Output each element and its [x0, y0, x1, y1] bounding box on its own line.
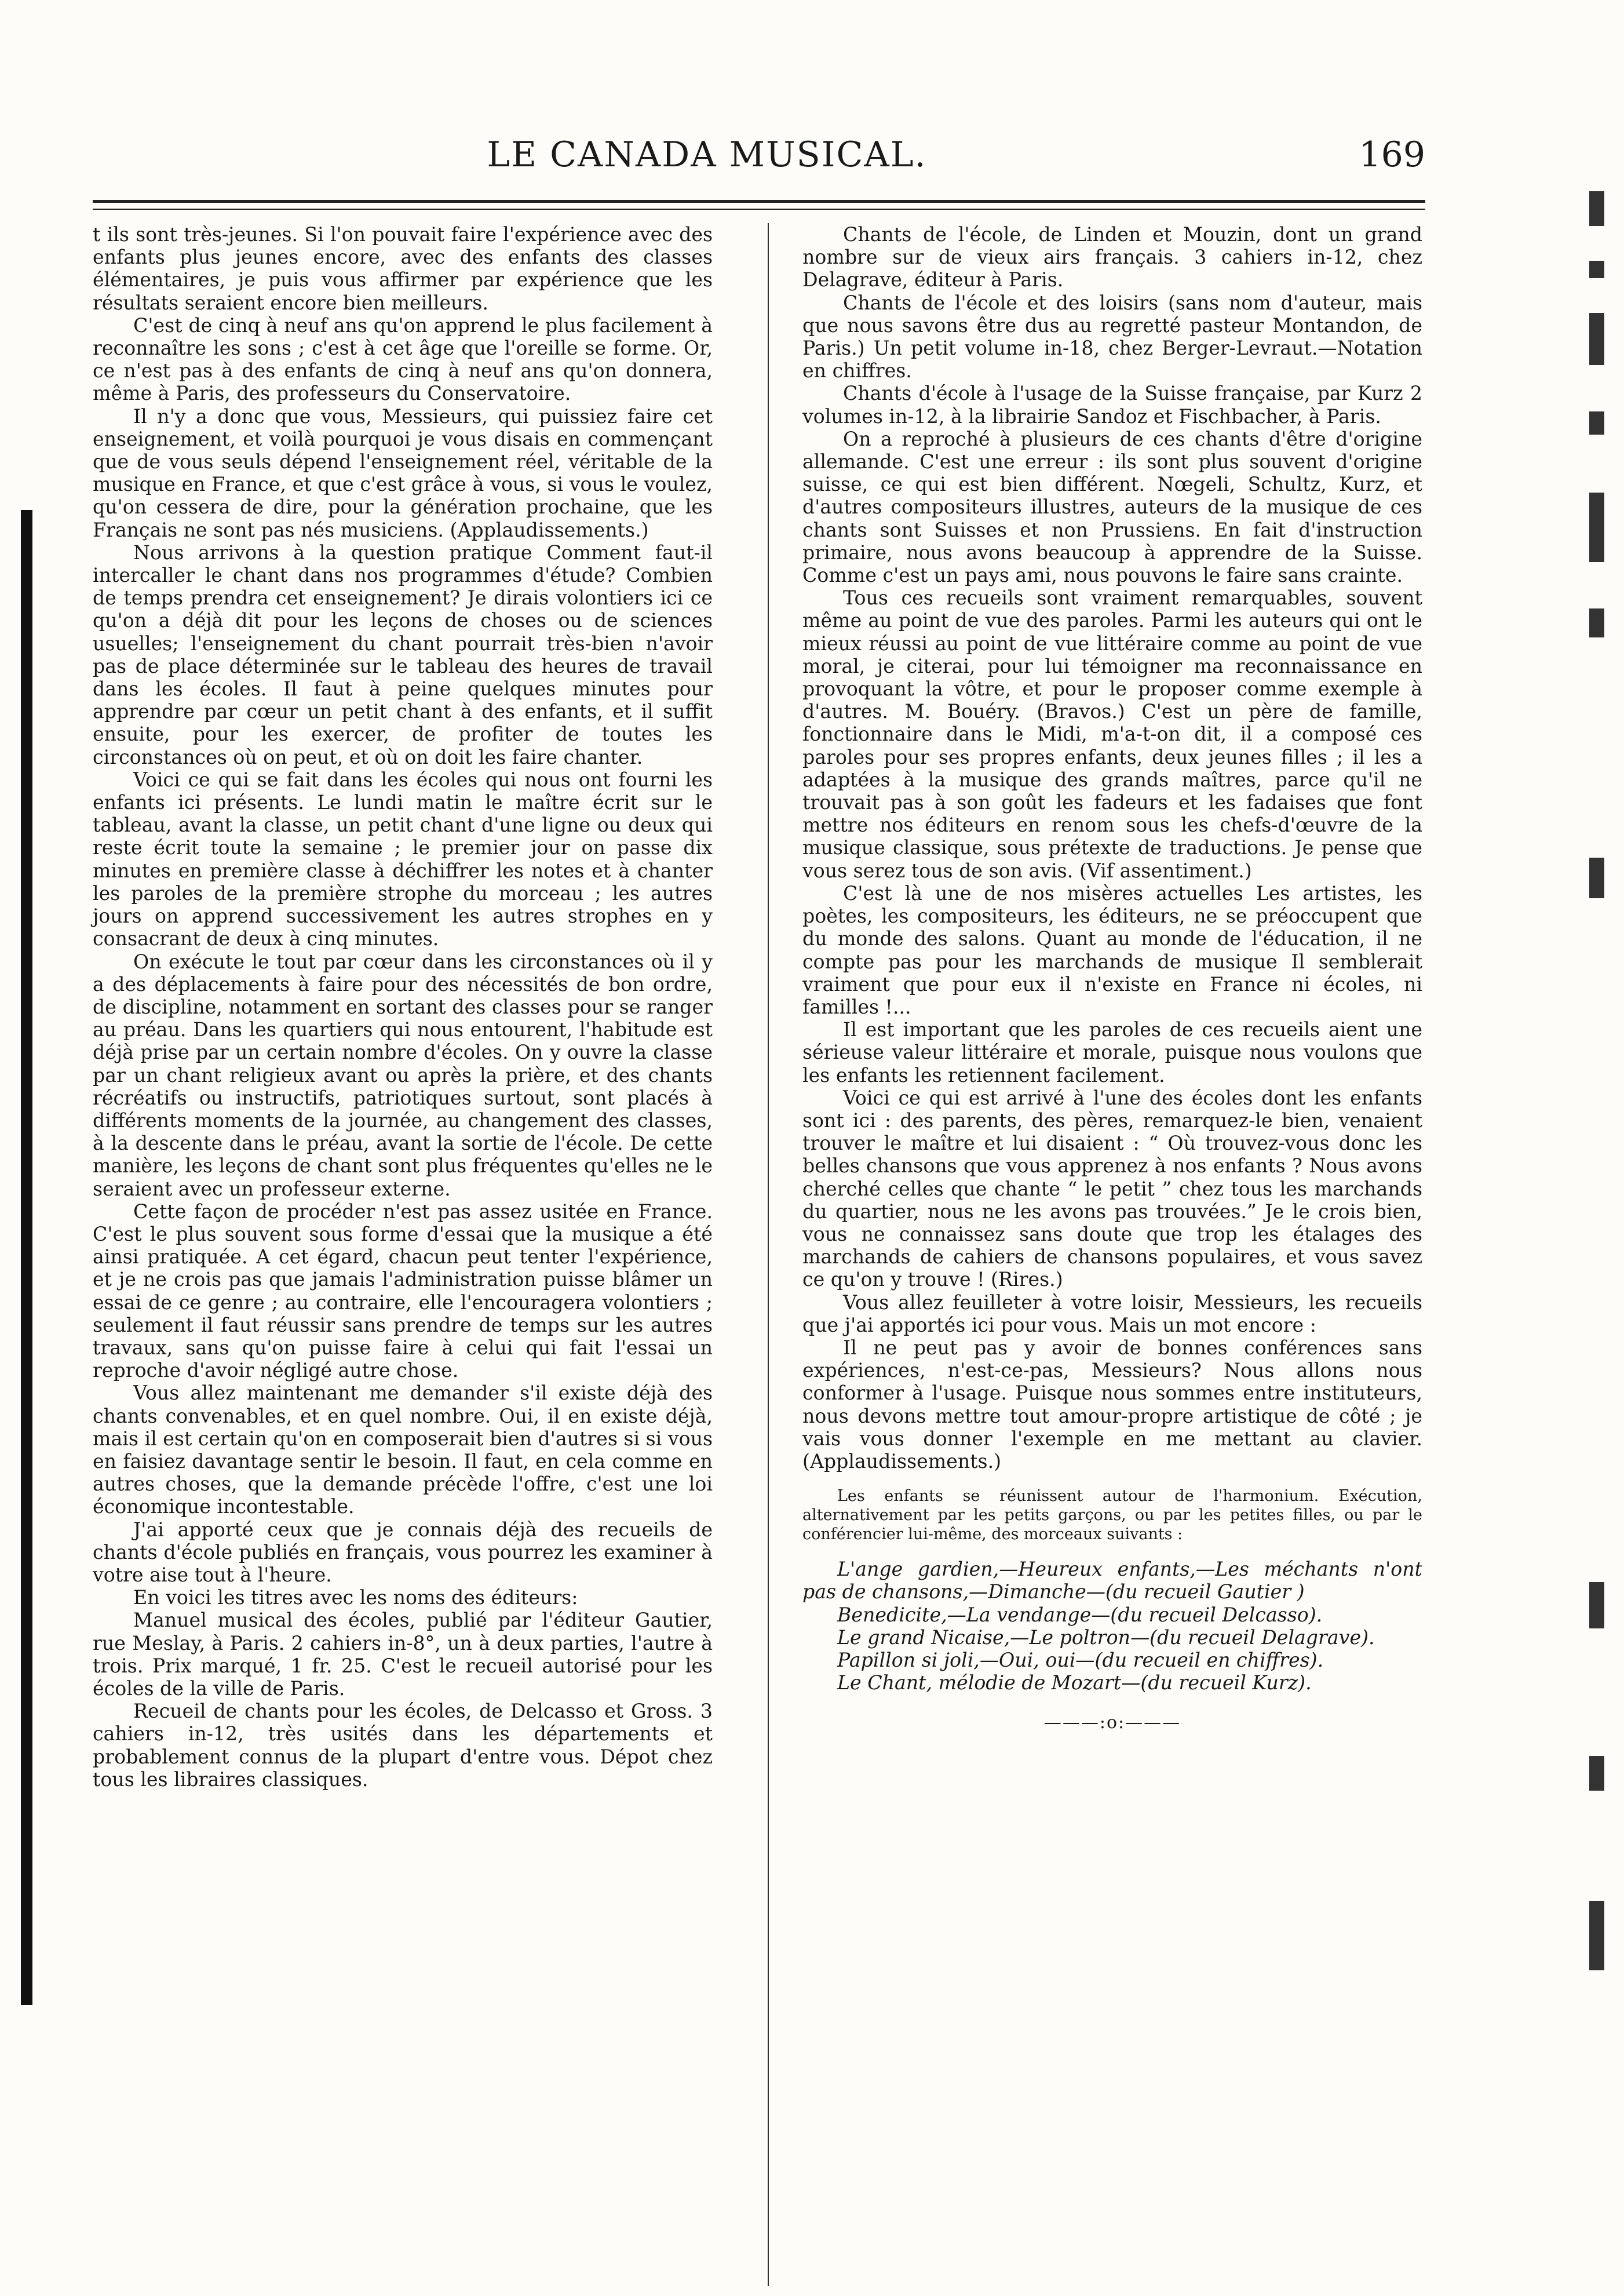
- paragraph: Tous ces recueils sont vraiment remarquables, souvent même au point de vue des paroles. Parmi les auteurs qui ont le mieux réussi au point de vue littéraire comme au point de vue moral, je citerai, pour lui témoigner ma reconnaissance en provoquant la vôtre, et pour le proposer comme exemple à d'autres. M. Bouéry. (Bravos.) C'est un père de famille, fonctionnaire dans le Midi, m'a-t-on dit, il a composé ces paroles pour ses propres enfants, deux jeunes filles ; il les a adaptées à la musique des grands maîtres, parce qu'il ne trouvait pas à son goût les fadeurs et les fadaises que font mettre nos éditeurs en renom sous les chefs-d'œuvre de la musique classique, sous prétexte de traductions. Je pense que vous serez tous de son avis. (Vif assentiment.): [802, 586, 1422, 882]
- paragraph: Il est important que les paroles de ces recueils aient une sérieuse valeur littéraire et morale, puisque nous voulons que les enfants les retiennent facilement.: [802, 1018, 1422, 1087]
- paragraph: Il n'y a donc que vous, Messieurs, qui puissiez faire cet enseignement, et voilà pourquoi je vous disais en commençant que de vous seuls dépend l'enseignement réel, véritable de la musique en France, et que c'est grâce à vous, si vous le voulez, qu'on cessera de dire, pour la génération prochaine, que les Français ne sont pas nés musiciens. (Applaudissements.): [93, 404, 713, 541]
- paragraph: C'est de cinq à neuf ans qu'on apprend le plus facilement à reconnaître les sons ; c'est à cet âge que l'oreille se forme. Or, ce n'est pas à des enfants de cinq à neuf ans qu'on donnera, même à Paris, des professeurs du Conservatoire.: [93, 314, 713, 405]
- paragraph: Nous arrivons à la question pratique Comment faut-il intercaller le chant dans nos programmes d'étude? Combien de temps prendra cet enseignement? Je dirais volontiers ici ce qu'on a déjà dit pour les leçons de choses ou de sciences usuelles; l'enseignement du chant pourrait très-bien n'avoir pas de place déterminée sur le tableau des heures de travail dans les écoles. Il faut à peine quelques minutes pour apprendre par cœur un petit chant à des enfants, et il suffit ensuite, pour les exercer, de profiter de toutes les circonstances où on peut, et où on doit les faire chanter.: [93, 541, 713, 768]
- column-divider: [768, 223, 769, 2286]
- paragraph: Vous allez feuilleter à votre loisir, Messieurs, les recueils que j'ai apportés ici pour vous. Mais un mot encore :: [802, 1291, 1422, 1336]
- song-entry: Benedicite,—La vendange—(du recueil Delcasso).: [837, 1603, 1323, 1626]
- paragraph: Vous allez maintenant me demander s'il existe déjà des chants convenables, et en quel nombre. Oui, il en existe déjà, mais il est certain qu'on en composerait bien d'autres si si vous en faisiez davantage sentir le besoin. Il faut, en cela comme en autres choses, que la demande précède l'offre, c'est une loi économique incontestable.: [93, 1382, 713, 1518]
- song-list: [802, 1558, 1422, 1694]
- header-rule: [93, 200, 1425, 203]
- page-number: 169: [1359, 134, 1425, 175]
- paragraph: Manuel musical des écoles, publié par l'éditeur Gautier, rue Meslay, à Paris. 2 cahiers in-8°, un à deux parties, l'autre à trois. Prix marqué, 1 fr. 25. C'est le recueil autorisé pour les écoles de la ville de Paris.: [93, 1609, 713, 1700]
- paragraph: Il ne peut pas y avoir de bonnes conférences sans expériences, n'est-ce-pas, Messieurs? Nous allons nous conformer à l'usage. Puisque nous sommes entre instituteurs, nous devons mettre tout amour-propre artistique de côté ; je vais vous donner l'exemple en me mettant au clavier. (Applaudissements.): [802, 1336, 1422, 1473]
- paragraph: Voici ce qui se fait dans les écoles qui nous ont fourni les enfants ici présents. Le lundi matin le maître écrit sur le tableau, avant la classe, un petit chant d'une ligne ou deux qui reste écrit toute la semaine ; le premier jour on passe dix minutes en première classe à déchiffrer les notes et à chanter les paroles de la première strophe du morceau ; les autres jours on apprend successivement les autres strophes en y consacrant de deux à cinq minutes.: [93, 768, 713, 950]
- paragraph: On exécute le tout par cœur dans les circonstances où il y a des déplacements à faire pour des nécessités de bon ordre, de discipline, notamment en sortant des classes pour se ranger au préau. Dans les quartiers qui nous entourent, l'habitude est déjà prise par un certain nombre d'écoles. On y ouvre la classe par un chant religieux avant ou après la prière, et des chants récréatifs ou instructifs, patriotiques surtout, sont placés à différents moments de la journée, au changement des classes, à la descente dans le préau, avant la sortie de l'école. De cette manière, les leçons de chant sont plus fréquentes qu'elles ne le seraient avec un professeur externe.: [93, 950, 713, 1200]
- song-entry: Papillon si joli,—Oui, oui—(du recueil en chiffres).: [837, 1648, 1324, 1671]
- paragraph: Chants de l'école, de Linden et Mouzin, dont un grand nombre sur de vieux airs français. 3 cahiers in-12, chez Delagrave, éditeur à Paris.: [802, 223, 1422, 291]
- left-column: [93, 223, 713, 1791]
- paragraph: J'ai apporté ceux que je connais déjà des recueils de chants d'école publiés en français, vous pourrez les examiner à votre aise tout à l'heure.: [93, 1518, 713, 1586]
- paragraph: Chants d'école à l'usage de la Suisse française, par Kurz 2 volumes in-12, à la librairie Sandoz et Fischbacher, à Paris.: [802, 382, 1422, 428]
- header-rule-thin: [93, 209, 1425, 210]
- paragraph: Recueil de chants pour les écoles, de Delcasso et Gross. 3 cahiers in-12, très usités dans les départements et probablement connus de la plupart d'entre vous. Dépot chez tous les libraires classiques.: [93, 1700, 713, 1791]
- paragraph: Chants de l'école et des loisirs (sans nom d'auteur, mais que nous savons être dus au regretté pasteur Montandon, de Paris.) Un petit volume in-18, chez Berger-Levraut.—Notation en chiffres.: [802, 291, 1422, 382]
- right-column: [802, 223, 1422, 1734]
- paragraph: C'est là une de nos misères actuelles Les artistes, les poètes, les compositeurs, les éditeurs, ne se préoccupent que du monde des salons. Quant au monde de l'éducation, il ne compte pas pour les marchands de musique Il semblerait vraiment que pour eux il n'existe en France ni écoles, ni familles !...: [802, 881, 1422, 1018]
- scan-edge-marks: [1589, 191, 1607, 1988]
- performance-note: Les enfants se réunissent autour de l'harmonium. Exécution, alternativement par les petits garçons, ou par les petites filles, ou par le conférencier lui-même, des morceaux suivants :: [802, 1487, 1422, 1544]
- paragraph: Cette façon de procéder n'est pas assez usitée en France. C'est le plus souvent sous forme d'essai que la musique a été ainsi pratiquée. A cet égard, chacun peut tenter l'expérience, et je ne crois pas que jamais l'administration puisse blâmer un essai de ce genre ; au contraire, elle l'encouragera volontiers ; seulement il faut réussir sans prendre de temps sur les autres travaux, sans qu'on puisse faire à celui qui fait l'essai un reproche d'avoir négligé autre chose.: [93, 1200, 713, 1382]
- paragraph: En voici les titres avec les noms des éditeurs:: [133, 1586, 578, 1609]
- paragraph: Voici ce qui est arrivé à l'une des écoles dont les enfants sont ici : des parents, des pères, remarquez-le bien, venaient trouver le maître et lui disaient : “ Où trouvez-vous donc les belles chansons que vous apprenez à nos enfants ? Nous avons cherché celles que chante “ le petit ” chez tous les marchands du quartier, nous ne les avons pas trouvées.” Je le crois bien, vous ne connaissez sans doute que trop les étalages des marchands de cahiers de chansons populaires, et vous savez ce qu'on y trouve ! (Rires.): [802, 1086, 1422, 1291]
- scan-edge-bar: [21, 510, 32, 2005]
- publication-title: LE CANADA MUSICAL.: [487, 134, 927, 175]
- song-entry: Le Chant, mélodie de Mozart—(du recueil Kurz).: [837, 1671, 1312, 1694]
- paragraph: On a reproché à plusieurs de ces chants d'être d'origine allemande. C'est une erreur : ils sont plus souvent d'origine suisse, ce qui est bien différent. Nœgeli, Schultz, Kurz, et d'autres compositeurs illustres, auteurs de la musique de ces chants sont Suisses et non Prussiens. En fait d'instruction primaire, nous avons beaucoup à apprendre de la Suisse. Comme c'est un pays ami, nous pouvons le faire sans crainte.: [802, 427, 1422, 587]
- section-separator: ———:o:———: [1043, 1712, 1181, 1733]
- song-entry: Le grand Nicaise,—Le poltron—(du recueil Delagrave).: [837, 1626, 1375, 1649]
- paragraph: t ils sont très-jeunes. Si l'on pouvait faire l'expérience avec des enfants plus jeunes encore, avec des enfants des classes élémentaires, je puis vous affirmer par expérience que les résultats seraient encore bien meilleurs.: [93, 223, 713, 314]
- song-entry: L'ange gardien,—Heureux enfants,—Les méchants n'ont pas de chansons,—Dimanche—(du recueil Gautier ): [802, 1558, 1422, 1603]
- page-header: [93, 134, 1425, 181]
